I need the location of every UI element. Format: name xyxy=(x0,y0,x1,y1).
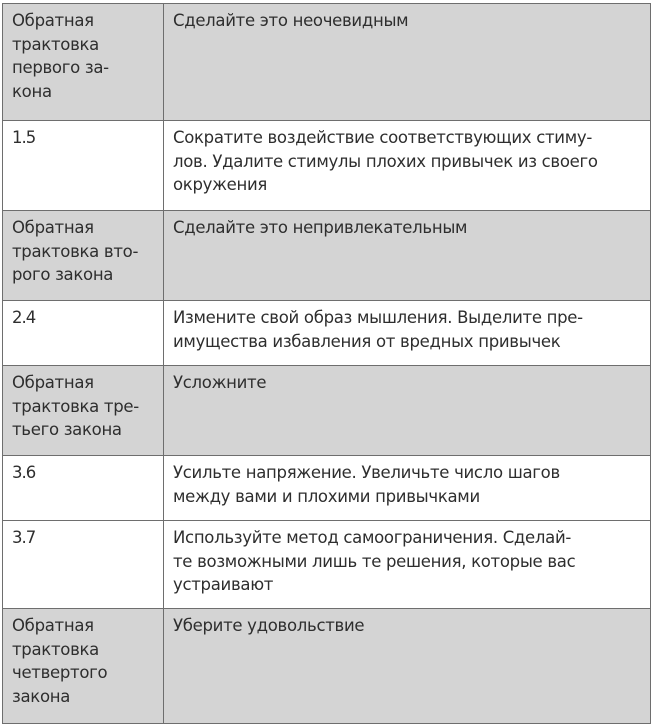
law-label-cell xyxy=(3,4,164,121)
table-row-law-4 xyxy=(3,609,651,724)
cell-line: Обратная xyxy=(12,373,94,392)
item-description-cell xyxy=(164,521,651,609)
item-number-cell: 3.6 xyxy=(3,456,164,521)
cell-line: Усильте напряжение. Увеличьте число шагов xyxy=(173,463,560,482)
cell-line: Обратная xyxy=(12,218,94,237)
law-label-cell xyxy=(3,366,164,456)
cell-line: Обратная xyxy=(12,616,94,635)
table-row-item-3-6 xyxy=(3,456,651,521)
law-label-cell xyxy=(3,609,164,724)
cell-line: Усложните xyxy=(173,373,267,392)
table-row-law-1 xyxy=(3,4,651,121)
law-rule-cell xyxy=(164,609,651,724)
cell-line: Сделайте это непривлекательным xyxy=(173,218,468,237)
item-number-cell: 2.4 xyxy=(3,301,164,366)
cell-line: Используйте метод самоограничения. Сделай- xyxy=(173,528,572,547)
cell-line: трактовка вто- xyxy=(12,241,139,261)
cell-line: кона xyxy=(12,81,52,101)
law-rule-cell xyxy=(164,4,651,121)
cell-line: Обратная xyxy=(12,11,94,30)
cell-line: лов. Удалите стимулы плохих привычек из своего xyxy=(173,151,598,171)
item-number-cell: 3.7 xyxy=(3,521,164,609)
cell-line: трактовка xyxy=(12,639,99,659)
table-row-item-3-7 xyxy=(3,521,651,609)
item-description-cell xyxy=(164,456,651,521)
table-row-law-3 xyxy=(3,366,651,456)
item-description-cell xyxy=(164,301,651,366)
cell-line: те возможными лишь те решения, которые вас xyxy=(173,551,576,571)
table-row-item-1-5 xyxy=(3,121,651,211)
habits-inversion-table xyxy=(2,3,651,724)
law-rule-cell xyxy=(164,211,651,301)
cell-line: окружения xyxy=(173,175,268,194)
cell-line: первого за- xyxy=(12,58,109,77)
item-description-cell xyxy=(164,121,651,211)
cell-line: между вами и плохими привычками xyxy=(173,486,480,506)
cell-line: четвертого xyxy=(12,663,108,682)
cell-line: рого закона xyxy=(12,265,114,284)
cell-line: имущества избавления от вредных привычек xyxy=(173,331,561,351)
table-row-item-2-4 xyxy=(3,301,651,366)
item-number-cell: 1.5 xyxy=(3,121,164,211)
cell-line: Сократите воздействие соответствующих стиму- xyxy=(173,128,592,147)
cell-line: Измените свой образ мышления. Выделите пре- xyxy=(173,308,583,327)
cell-line: Уберите удовольствие xyxy=(173,616,365,635)
table-row-law-2 xyxy=(3,211,651,301)
cell-line: трактовка тре- xyxy=(12,396,139,416)
cell-line: тьего закона xyxy=(12,420,122,439)
cell-line: трактовка xyxy=(12,34,99,54)
cell-line: устраивают xyxy=(173,575,274,594)
law-label-cell xyxy=(3,211,164,301)
cell-line: закона xyxy=(12,686,71,706)
law-rule-cell xyxy=(164,366,651,456)
cell-line: Сделайте это неочевидным xyxy=(173,11,409,30)
